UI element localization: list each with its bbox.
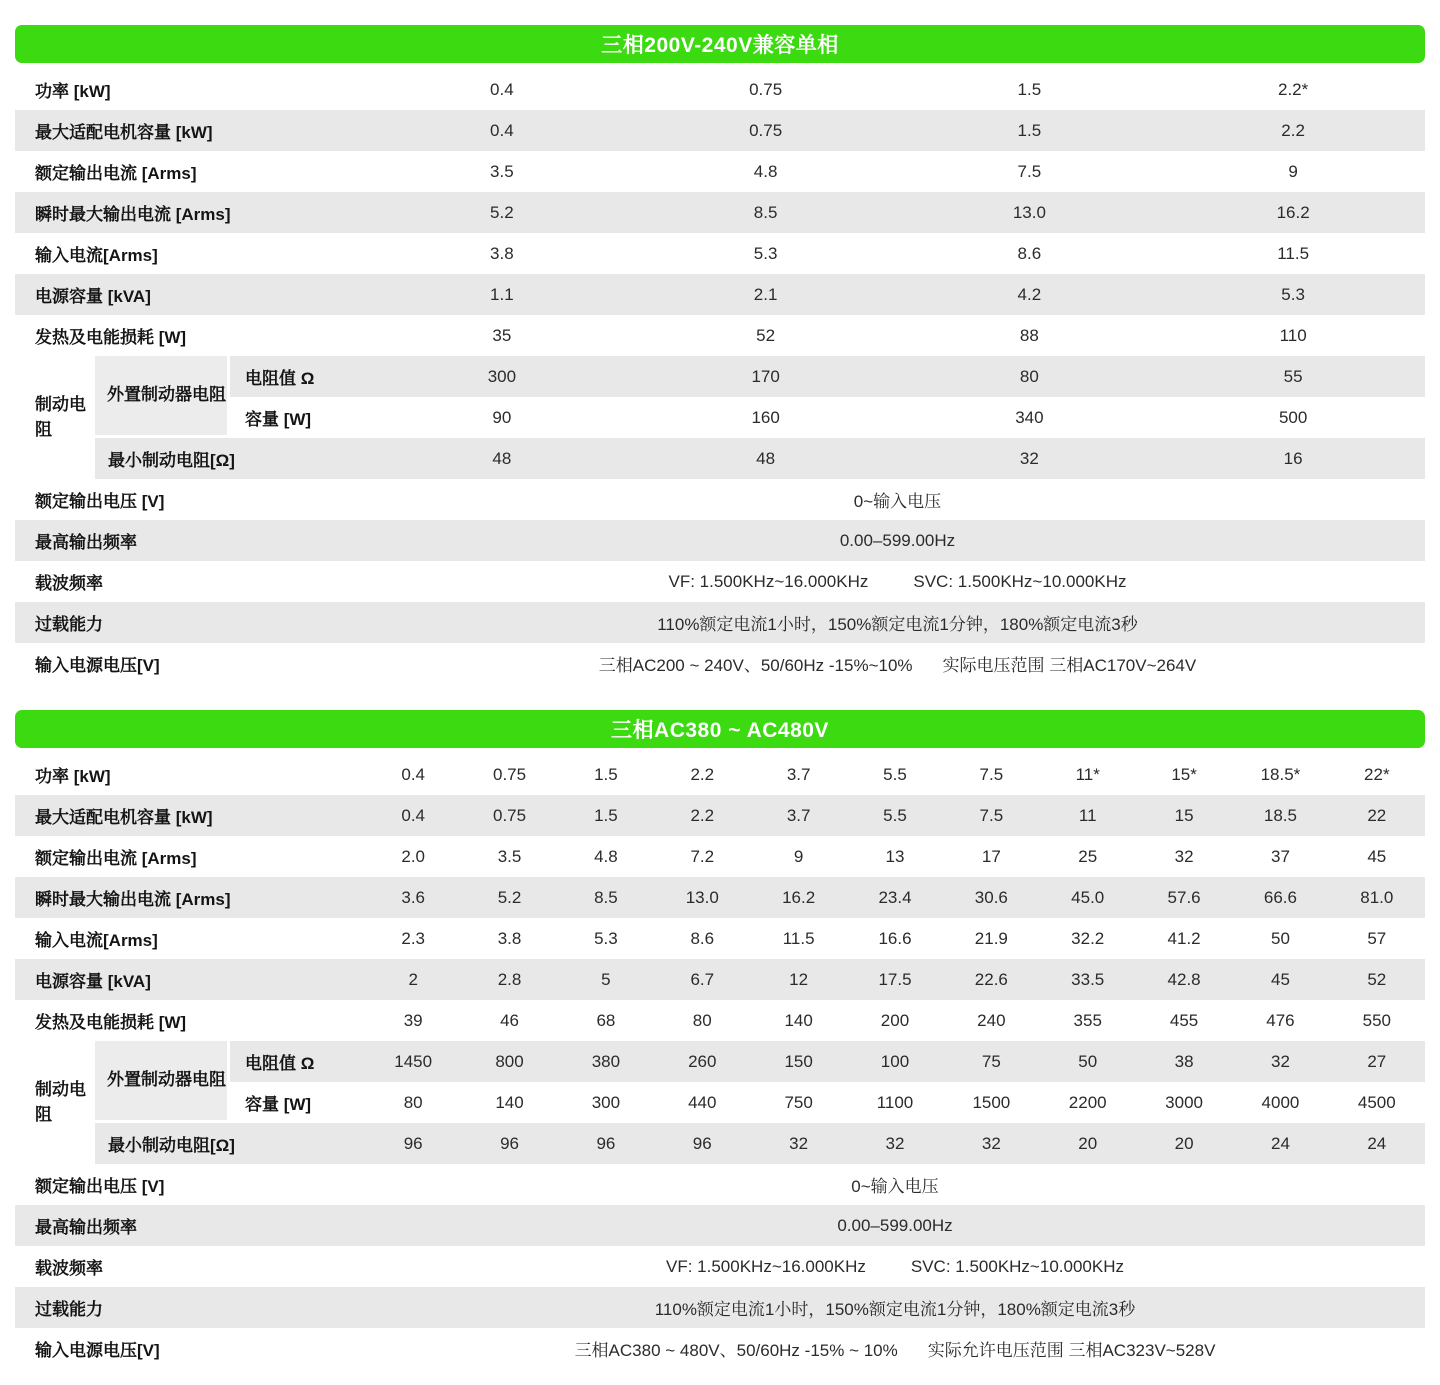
value-cell: 2.2 — [690, 805, 715, 825]
row-label: 最高输出频率 — [35, 1218, 137, 1237]
row-overload — [15, 1287, 1425, 1328]
row-peak-output-current — [15, 877, 1425, 918]
value-cell: 5.3 — [1281, 284, 1305, 304]
value-cell: 13.0 — [685, 887, 719, 907]
row-label: 载波频率 — [35, 574, 103, 593]
section-200v — [15, 25, 1425, 684]
row-label: 电源容量 [kVA] — [35, 287, 151, 306]
value-cell: 5.3 — [594, 928, 618, 948]
row-label: 最大适配电机容量 [kW] — [35, 123, 213, 142]
row-label: 电源容量 [kVA] — [35, 972, 151, 991]
carrier-vf: VF: 1.500KHz~16.000KHz — [668, 571, 869, 591]
value-cell: 48 — [634, 438, 898, 479]
value-cell: 7.5 — [979, 764, 1004, 784]
value-cell: 4500 — [1357, 1092, 1396, 1112]
value-cell: 100 — [847, 1041, 943, 1082]
value-cell: 57.6 — [1167, 887, 1201, 907]
row-value — [370, 643, 1425, 684]
row-input-voltage — [15, 643, 1425, 684]
section-title: 三相AC380 ~ AC480V — [611, 719, 829, 742]
value-cell: 1450 — [365, 1041, 461, 1082]
value-cell: 8.6 — [1017, 243, 1042, 263]
value-cell: 17 — [981, 846, 1001, 866]
resistance-value-label: 电阻值 Ω — [230, 1041, 365, 1082]
value-cell: 200 — [880, 1010, 910, 1030]
value-cell: 0.75 — [492, 805, 527, 825]
row-carrier-frequency — [15, 561, 1425, 602]
value-cell: 1.5 — [594, 764, 618, 784]
value-cell: 3.5 — [490, 161, 514, 181]
value-cell: 140 — [495, 1092, 524, 1112]
value-cell: 24 — [1329, 1123, 1425, 1164]
row-label: 额定输出电流 [Arms] — [35, 164, 197, 183]
value-cell: 6.7 — [690, 969, 715, 989]
value-cell: 16.2 — [1276, 202, 1310, 222]
carrier-svc: SVC: 1.500KHz~10.000KHz — [913, 571, 1127, 591]
value-cell: 11 — [1078, 805, 1097, 825]
value-cell: 75 — [943, 1041, 1039, 1082]
value-cell: 9 — [1288, 161, 1298, 181]
value-cell: 476 — [1266, 1010, 1295, 1030]
value-cell: 55 — [1161, 356, 1425, 397]
value-cell: 32 — [1232, 1041, 1328, 1082]
value-cell: 5.2 — [497, 887, 522, 907]
value-cell: 8.5 — [753, 202, 778, 222]
value-cell: 4000 — [1261, 1092, 1300, 1112]
value-cell: 88 — [1019, 325, 1039, 345]
row-supply-capacity — [15, 959, 1425, 1000]
brake-group-label: 制动电阻 — [35, 394, 86, 439]
value-cell: 16.6 — [878, 928, 912, 948]
row-input-current — [15, 233, 1425, 274]
input-voltage-spec: 三相AC380 ~ 480V、50/60Hz -15% ~ 10% — [574, 1341, 898, 1360]
value-cell: 96 — [654, 1123, 750, 1164]
value-cell: 45.0 — [1071, 887, 1105, 907]
value-cell: 1.5 — [1017, 79, 1042, 99]
value-cell: 3000 — [1165, 1092, 1203, 1112]
value-cell: 5.5 — [883, 764, 907, 784]
row-label: 输入电源电压[V] — [35, 656, 160, 675]
value-cell: 260 — [654, 1041, 750, 1082]
value-cell: 4.8 — [594, 846, 618, 866]
value-cell: 5.2 — [490, 202, 514, 222]
value-cell: 2200 — [1068, 1092, 1107, 1112]
row-value: 110%额定电流1小时，150%额定电流1分钟，180%额定电流3秒 — [654, 1300, 1136, 1319]
value-cell: 2.3 — [401, 928, 425, 948]
input-voltage-spec: 三相AC200 ~ 240V、50/60Hz -15%~10% — [598, 656, 913, 675]
brake-resistor-group — [15, 356, 1425, 479]
value-cell: 21.9 — [974, 928, 1008, 948]
row-input-current — [15, 918, 1425, 959]
value-cell: 96 — [558, 1123, 654, 1164]
value-cell: 0.4 — [401, 805, 425, 825]
value-cell: 96 — [461, 1123, 557, 1164]
value-cell: 17.5 — [878, 969, 912, 989]
value-cell: 32 — [898, 438, 1162, 479]
value-cell: 150 — [750, 1041, 846, 1082]
value-cell: 80 — [403, 1092, 423, 1112]
value-cell: 4.2 — [1017, 284, 1042, 304]
value-cell: 455 — [1169, 1010, 1199, 1030]
value-cell: 1100 — [876, 1092, 914, 1112]
row-value: 0~输入电压 — [851, 1177, 939, 1196]
value-cell: 81.0 — [1360, 887, 1394, 907]
value-cell: 0.75 — [492, 764, 527, 784]
section-title: 三相200V-240V兼容单相 — [601, 34, 839, 57]
row-overload — [15, 602, 1425, 643]
value-cell: 32 — [847, 1123, 943, 1164]
row-label: 载波频率 — [35, 1259, 103, 1278]
value-cell: 52 — [1367, 969, 1387, 989]
value-cell: 38 — [1136, 1041, 1232, 1082]
value-cell: 300 — [591, 1092, 621, 1112]
value-cell: 25 — [1078, 846, 1098, 866]
value-cell: 22* — [1364, 764, 1390, 784]
value-cell: 2.0 — [401, 846, 425, 866]
value-cell: 800 — [461, 1041, 557, 1082]
value-cell: 3.7 — [786, 764, 811, 784]
row-value: 110%额定电流1小时，150%额定电流1分钟，180%额定电流3秒 — [657, 615, 1138, 634]
value-cell: 20 — [1040, 1123, 1136, 1164]
value-cell: 50 — [1270, 928, 1290, 948]
value-cell: 0.75 — [749, 120, 783, 140]
value-cell: 1.5 — [594, 805, 618, 825]
value-cell: 0.4 — [490, 120, 514, 140]
value-cell: 2.1 — [753, 284, 778, 304]
value-cell: 12 — [789, 969, 809, 989]
row-label: 功率 [kW] — [35, 767, 111, 786]
value-cell: 3.6 — [401, 887, 425, 907]
value-cell: 18.5 — [1263, 805, 1297, 825]
row-max-output-frequency — [15, 520, 1425, 561]
input-voltage-range: 实际允许电压范围 三相AC323V~528V — [927, 1341, 1216, 1360]
value-cell: 32 — [1174, 846, 1194, 866]
value-cell: 15* — [1171, 764, 1197, 784]
value-cell: 35 — [492, 325, 512, 345]
value-cell: 3.5 — [497, 846, 522, 866]
row-label: 过载能力 — [35, 1300, 103, 1319]
value-cell: 42.8 — [1167, 969, 1201, 989]
value-cell: 68 — [596, 1010, 616, 1030]
value-cell: 7.5 — [979, 805, 1004, 825]
value-cell: 440 — [688, 1092, 717, 1112]
row-motor-capacity — [15, 110, 1425, 151]
value-cell: 7.2 — [690, 846, 715, 866]
value-cell: 3.8 — [497, 928, 522, 948]
value-cell: 22.6 — [974, 969, 1008, 989]
value-cell: 4.8 — [753, 161, 778, 181]
row-label: 功率 [kW] — [35, 82, 111, 101]
value-cell: 24 — [1232, 1123, 1328, 1164]
value-cell: 20 — [1136, 1123, 1232, 1164]
value-cell: 30.6 — [974, 887, 1008, 907]
value-cell: 2.8 — [497, 969, 522, 989]
value-cell: 45 — [1367, 846, 1387, 866]
value-cell: 80 — [692, 1010, 712, 1030]
value-cell: 9 — [793, 846, 804, 866]
resistance-value-label: 电阻值 Ω — [230, 356, 370, 397]
row-value: 0~输入电压 — [853, 492, 942, 511]
value-cell: 0.4 — [401, 764, 425, 784]
value-cell: 355 — [1073, 1010, 1102, 1030]
value-cell: 37 — [1270, 846, 1290, 866]
row-max-output-frequency — [15, 1205, 1425, 1246]
value-cell: 66.6 — [1263, 887, 1297, 907]
row-label: 输入电源电压[V] — [35, 1341, 160, 1360]
row-power — [15, 754, 1425, 795]
value-cell: 1.5 — [1017, 120, 1042, 140]
value-cell: 5.5 — [883, 805, 907, 825]
value-cell: 110 — [1279, 325, 1307, 345]
row-motor-capacity — [15, 795, 1425, 836]
brake-resistor-group — [15, 1041, 1425, 1164]
value-cell: 45 — [1270, 969, 1290, 989]
value-cell: 46 — [500, 1010, 519, 1030]
value-cell: 32 — [943, 1123, 1039, 1164]
value-cell: 750 — [784, 1092, 813, 1112]
section-header-200v — [15, 25, 1425, 63]
input-voltage-range: 实际电压范围 三相AC170V~264V — [942, 656, 1197, 675]
row-peak-output-current — [15, 192, 1425, 233]
row-label: 过载能力 — [35, 615, 103, 634]
value-cell: 8.5 — [594, 887, 618, 907]
row-rated-output-current — [15, 836, 1425, 877]
carrier-svc: SVC: 1.500KHz~10.000KHz — [910, 1256, 1124, 1276]
value-cell: 240 — [977, 1010, 1006, 1030]
value-cell: 57 — [1367, 928, 1387, 948]
value-cell: 380 — [558, 1041, 654, 1082]
value-cell: 16 — [1161, 438, 1425, 479]
row-rated-output-voltage — [15, 479, 1425, 520]
value-cell: 11* — [1075, 764, 1100, 784]
value-cell: 3.7 — [786, 805, 811, 825]
row-label: 发热及电能损耗 [W] — [35, 1013, 187, 1032]
value-cell: 170 — [634, 356, 898, 397]
value-cell: 300 — [370, 356, 634, 397]
row-label: 额定输出电压 [V] — [35, 492, 165, 511]
capacity-label: 容量 [W] — [245, 1095, 312, 1114]
row-supply-capacity — [15, 274, 1425, 315]
value-cell: 1.1 — [490, 284, 514, 304]
row-heat-loss — [15, 315, 1425, 356]
section-380v — [15, 710, 1425, 1369]
value-cell: 22 — [1367, 805, 1387, 825]
value-cell: 8.6 — [690, 928, 715, 948]
min-brake-resistor-label: 最小制动电阻[Ω] — [95, 438, 370, 479]
row-value — [370, 561, 1425, 602]
row-label: 最大适配电机容量 [kW] — [35, 808, 213, 827]
value-cell: 160 — [751, 407, 780, 427]
row-label: 输入电流[Arms] — [35, 931, 158, 950]
value-cell: 1500 — [972, 1092, 1011, 1112]
value-cell: 50 — [1040, 1041, 1136, 1082]
row-value — [365, 1246, 1425, 1287]
value-cell: 340 — [1015, 407, 1044, 427]
value-cell: 27 — [1329, 1041, 1425, 1082]
value-cell: 18.5* — [1260, 764, 1301, 784]
row-value: 0.00–599.00Hz — [839, 530, 956, 550]
row-label: 额定输出电流 [Arms] — [35, 849, 197, 868]
value-cell: 550 — [1362, 1010, 1391, 1030]
row-power — [15, 69, 1425, 110]
carrier-vf: VF: 1.500KHz~16.000KHz — [666, 1256, 866, 1276]
value-cell: 2.2 — [1281, 120, 1305, 140]
row-label: 瞬时最大输出电流 [Arms] — [35, 890, 231, 909]
row-carrier-frequency — [15, 1246, 1425, 1287]
value-cell: 0.75 — [749, 79, 783, 99]
value-cell: 3.8 — [490, 243, 514, 263]
value-cell: 80 — [898, 356, 1162, 397]
value-cell: 96 — [365, 1123, 461, 1164]
ext-brake-resistor-label: 外置制动器电阻 — [95, 356, 230, 438]
value-cell: 2.2* — [1278, 79, 1309, 99]
value-cell: 5 — [601, 969, 611, 989]
brake-group-label: 制动电阻 — [35, 1079, 86, 1124]
capacity-label: 容量 [W] — [245, 410, 312, 429]
row-label: 最高输出频率 — [35, 533, 137, 552]
value-cell: 0.4 — [490, 79, 514, 99]
row-label: 发热及电能损耗 [W] — [35, 328, 187, 347]
value-cell: 140 — [784, 1010, 813, 1030]
value-cell: 48 — [370, 438, 634, 479]
row-heat-loss — [15, 1000, 1425, 1041]
row-label: 瞬时最大输出电流 [Arms] — [35, 205, 231, 224]
value-cell: 13.0 — [1012, 202, 1046, 222]
row-label: 额定输出电压 [V] — [35, 1177, 165, 1196]
value-cell: 16.2 — [782, 887, 816, 907]
value-cell: 7.5 — [1017, 161, 1042, 181]
value-cell: 2 — [408, 969, 418, 989]
ext-brake-resistor-label: 外置制动器电阻 — [95, 1041, 230, 1123]
row-rated-output-current — [15, 151, 1425, 192]
value-cell: 32 — [750, 1123, 846, 1164]
value-cell: 11.5 — [1277, 243, 1310, 263]
value-cell: 23.4 — [878, 887, 912, 907]
value-cell: 33.5 — [1071, 969, 1105, 989]
value-cell: 11.5 — [782, 928, 815, 948]
section-header-380v — [15, 710, 1425, 748]
value-cell: 39 — [403, 1010, 423, 1030]
value-cell: 13 — [885, 846, 905, 866]
row-value: 0.00–599.00Hz — [837, 1215, 953, 1235]
value-cell: 500 — [1278, 407, 1308, 427]
row-input-voltage — [15, 1328, 1425, 1369]
value-cell: 15 — [1174, 805, 1194, 825]
row-label: 输入电流[Arms] — [35, 246, 158, 265]
value-cell: 5.3 — [753, 243, 778, 263]
row-rated-output-voltage — [15, 1164, 1425, 1205]
row-value — [365, 1328, 1425, 1369]
value-cell: 2.2 — [690, 764, 715, 784]
value-cell: 41.2 — [1167, 928, 1201, 948]
value-cell: 90 — [492, 407, 512, 427]
value-cell: 52 — [756, 325, 776, 345]
value-cell: 32.2 — [1071, 928, 1105, 948]
min-brake-resistor-label: 最小制动电阻[Ω] — [95, 1123, 365, 1164]
